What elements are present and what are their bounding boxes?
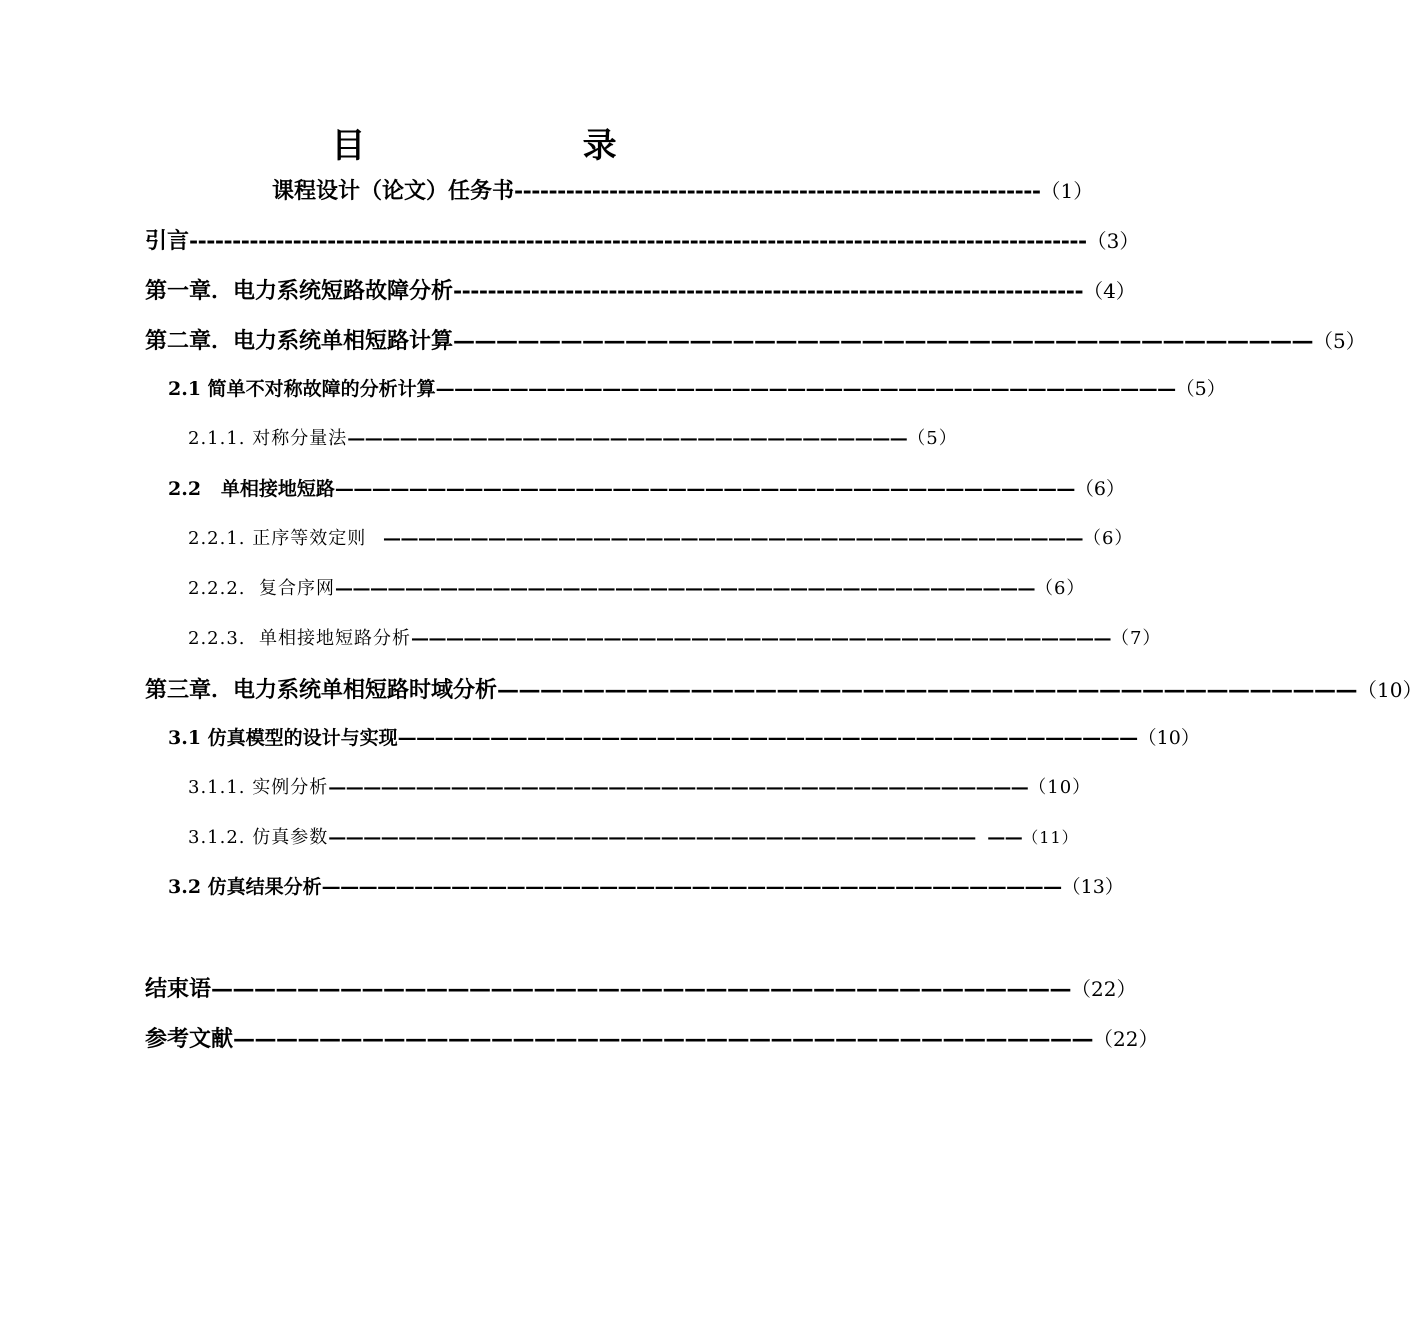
toc-leader: ———————————————————————————————————————— bbox=[435, 378, 1176, 400]
toc-entry-chapter-3[interactable] bbox=[145, 673, 1422, 705]
toc-page-number: （7） bbox=[1110, 628, 1162, 649]
toc-entry-label: 3.2 仿真结果分析 bbox=[168, 876, 322, 898]
toc-entry-section-3-1[interactable] bbox=[168, 723, 1200, 755]
toc-entry-subsection-2-1-1[interactable] bbox=[188, 424, 958, 456]
toc-entry-section-2-2[interactable] bbox=[168, 474, 1125, 506]
toc-entry-subsection-2-2-1[interactable] bbox=[188, 524, 1134, 556]
toc-page-number: （5） bbox=[1313, 329, 1366, 353]
toc-page-number: （1） bbox=[1040, 179, 1094, 203]
toc-entry-label: 课程设计（论文）任务书 bbox=[272, 178, 515, 204]
toc-page-number: （22） bbox=[1093, 1027, 1159, 1051]
toc-page-number: （5） bbox=[1175, 378, 1226, 400]
toc-entry-chapter-2[interactable] bbox=[145, 324, 1366, 356]
toc-page-number: （10） bbox=[1357, 678, 1422, 702]
toc-leader: ———————————————————————————————————————— bbox=[334, 478, 1075, 500]
toc-page-number: （3） bbox=[1086, 229, 1140, 253]
toc-entry-label: 2.2.1. 正序等效定则 bbox=[188, 528, 373, 549]
toc-entry-chapter-1[interactable] bbox=[145, 274, 1136, 306]
toc-leader: ———————————————————————————————————————— bbox=[453, 328, 1314, 354]
toc-entry-label: 2.2.3. 单相接地短路分析 bbox=[188, 628, 411, 649]
toc-leader: ———————————————————————————————————————— bbox=[211, 976, 1072, 1002]
toc-page-number: （6） bbox=[1074, 478, 1125, 500]
toc-page-number: （22） bbox=[1071, 977, 1137, 1001]
toc-entry-subsection-2-2-3[interactable] bbox=[188, 624, 1162, 656]
toc-entry-section-3-2[interactable] bbox=[168, 872, 1124, 904]
toc-entry-task-book[interactable] bbox=[272, 174, 1094, 206]
toc-entry-label: 参考文献 bbox=[145, 1026, 234, 1052]
toc-page-number: （10） bbox=[1137, 727, 1200, 749]
toc-entry-label: 第一章．电力系统短路故障分析 bbox=[145, 278, 454, 304]
toc-entry-section-2-1[interactable] bbox=[168, 374, 1226, 406]
toc-leader: ————————————————————————————————————— —— bbox=[328, 827, 1023, 848]
toc-entry-label: 结束语 bbox=[145, 976, 212, 1002]
toc-entry-subsection-3-1-2[interactable] bbox=[188, 823, 1079, 855]
toc-page-number: （6） bbox=[1034, 578, 1086, 599]
toc-page-number: （10） bbox=[1028, 777, 1092, 798]
toc-leader: ———————————————————————————————————————— bbox=[382, 528, 1083, 549]
toc-entry-label: 3.1.2. 仿真参数 bbox=[188, 827, 329, 848]
toc-entry-references[interactable] bbox=[145, 1022, 1159, 1054]
toc-entry-label: 2.2.2. 复合序网 bbox=[188, 578, 335, 599]
toc-entry-conclusion[interactable] bbox=[145, 972, 1137, 1004]
toc-entry-label: 2.1 简单不对称故障的分析计算 bbox=[168, 378, 436, 400]
toc-entry-label: 3.1.1. 实例分析 bbox=[188, 777, 329, 798]
toc-entry-subsection-3-1-1[interactable] bbox=[188, 773, 1092, 805]
toc-leader: -------------------------------------------------------------------------------------------------------- bbox=[189, 228, 1087, 254]
toc-leader: ———————————————————————————————————————— bbox=[233, 1026, 1094, 1052]
toc-leader: ———————————————————————————————————————— bbox=[397, 727, 1138, 749]
toc-entry-label: 第三章．电力系统单相短路时域分析 bbox=[145, 677, 498, 703]
page-title: 目 录 bbox=[331, 126, 619, 166]
toc-entry-introduction[interactable] bbox=[145, 224, 1140, 256]
toc-entry-label: 3.1 仿真模型的设计与实现 bbox=[168, 727, 398, 749]
toc-entry-label: 2.2 单相接地短路 bbox=[168, 478, 335, 500]
toc-page-number: （4） bbox=[1083, 279, 1136, 303]
toc-leader: ———————————————————————————————————————— bbox=[334, 578, 1035, 599]
toc-entry-subsection-2-2-2[interactable] bbox=[188, 574, 1086, 606]
toc-page-number: （6） bbox=[1082, 528, 1134, 549]
toc-page-number: （5） bbox=[907, 428, 958, 449]
toc-leader: ———————————————————————————————————————— bbox=[410, 628, 1111, 649]
toc-page-number: （11） bbox=[1022, 828, 1079, 847]
toc-entry-label: 引言 bbox=[145, 228, 190, 254]
toc-entry-label: 第二章．电力系统单相短路计算 bbox=[145, 328, 454, 354]
toc-leader: ———————————————————————————————————————— bbox=[321, 876, 1062, 898]
toc-leader: ———————————————————————————————— bbox=[347, 428, 908, 449]
toc-page-number: （13） bbox=[1061, 876, 1124, 898]
toc-entry-label: 2.1.1. 对称分量法 bbox=[188, 428, 348, 449]
toc-leader: ------------------------------------------------------------------------- bbox=[453, 278, 1084, 304]
toc-leader: ------------------------------------------------------------- bbox=[514, 178, 1041, 204]
toc-leader: ———————————————————————————————————————— bbox=[328, 777, 1029, 798]
toc-leader: ———————————————————————————————————————— bbox=[497, 677, 1358, 703]
